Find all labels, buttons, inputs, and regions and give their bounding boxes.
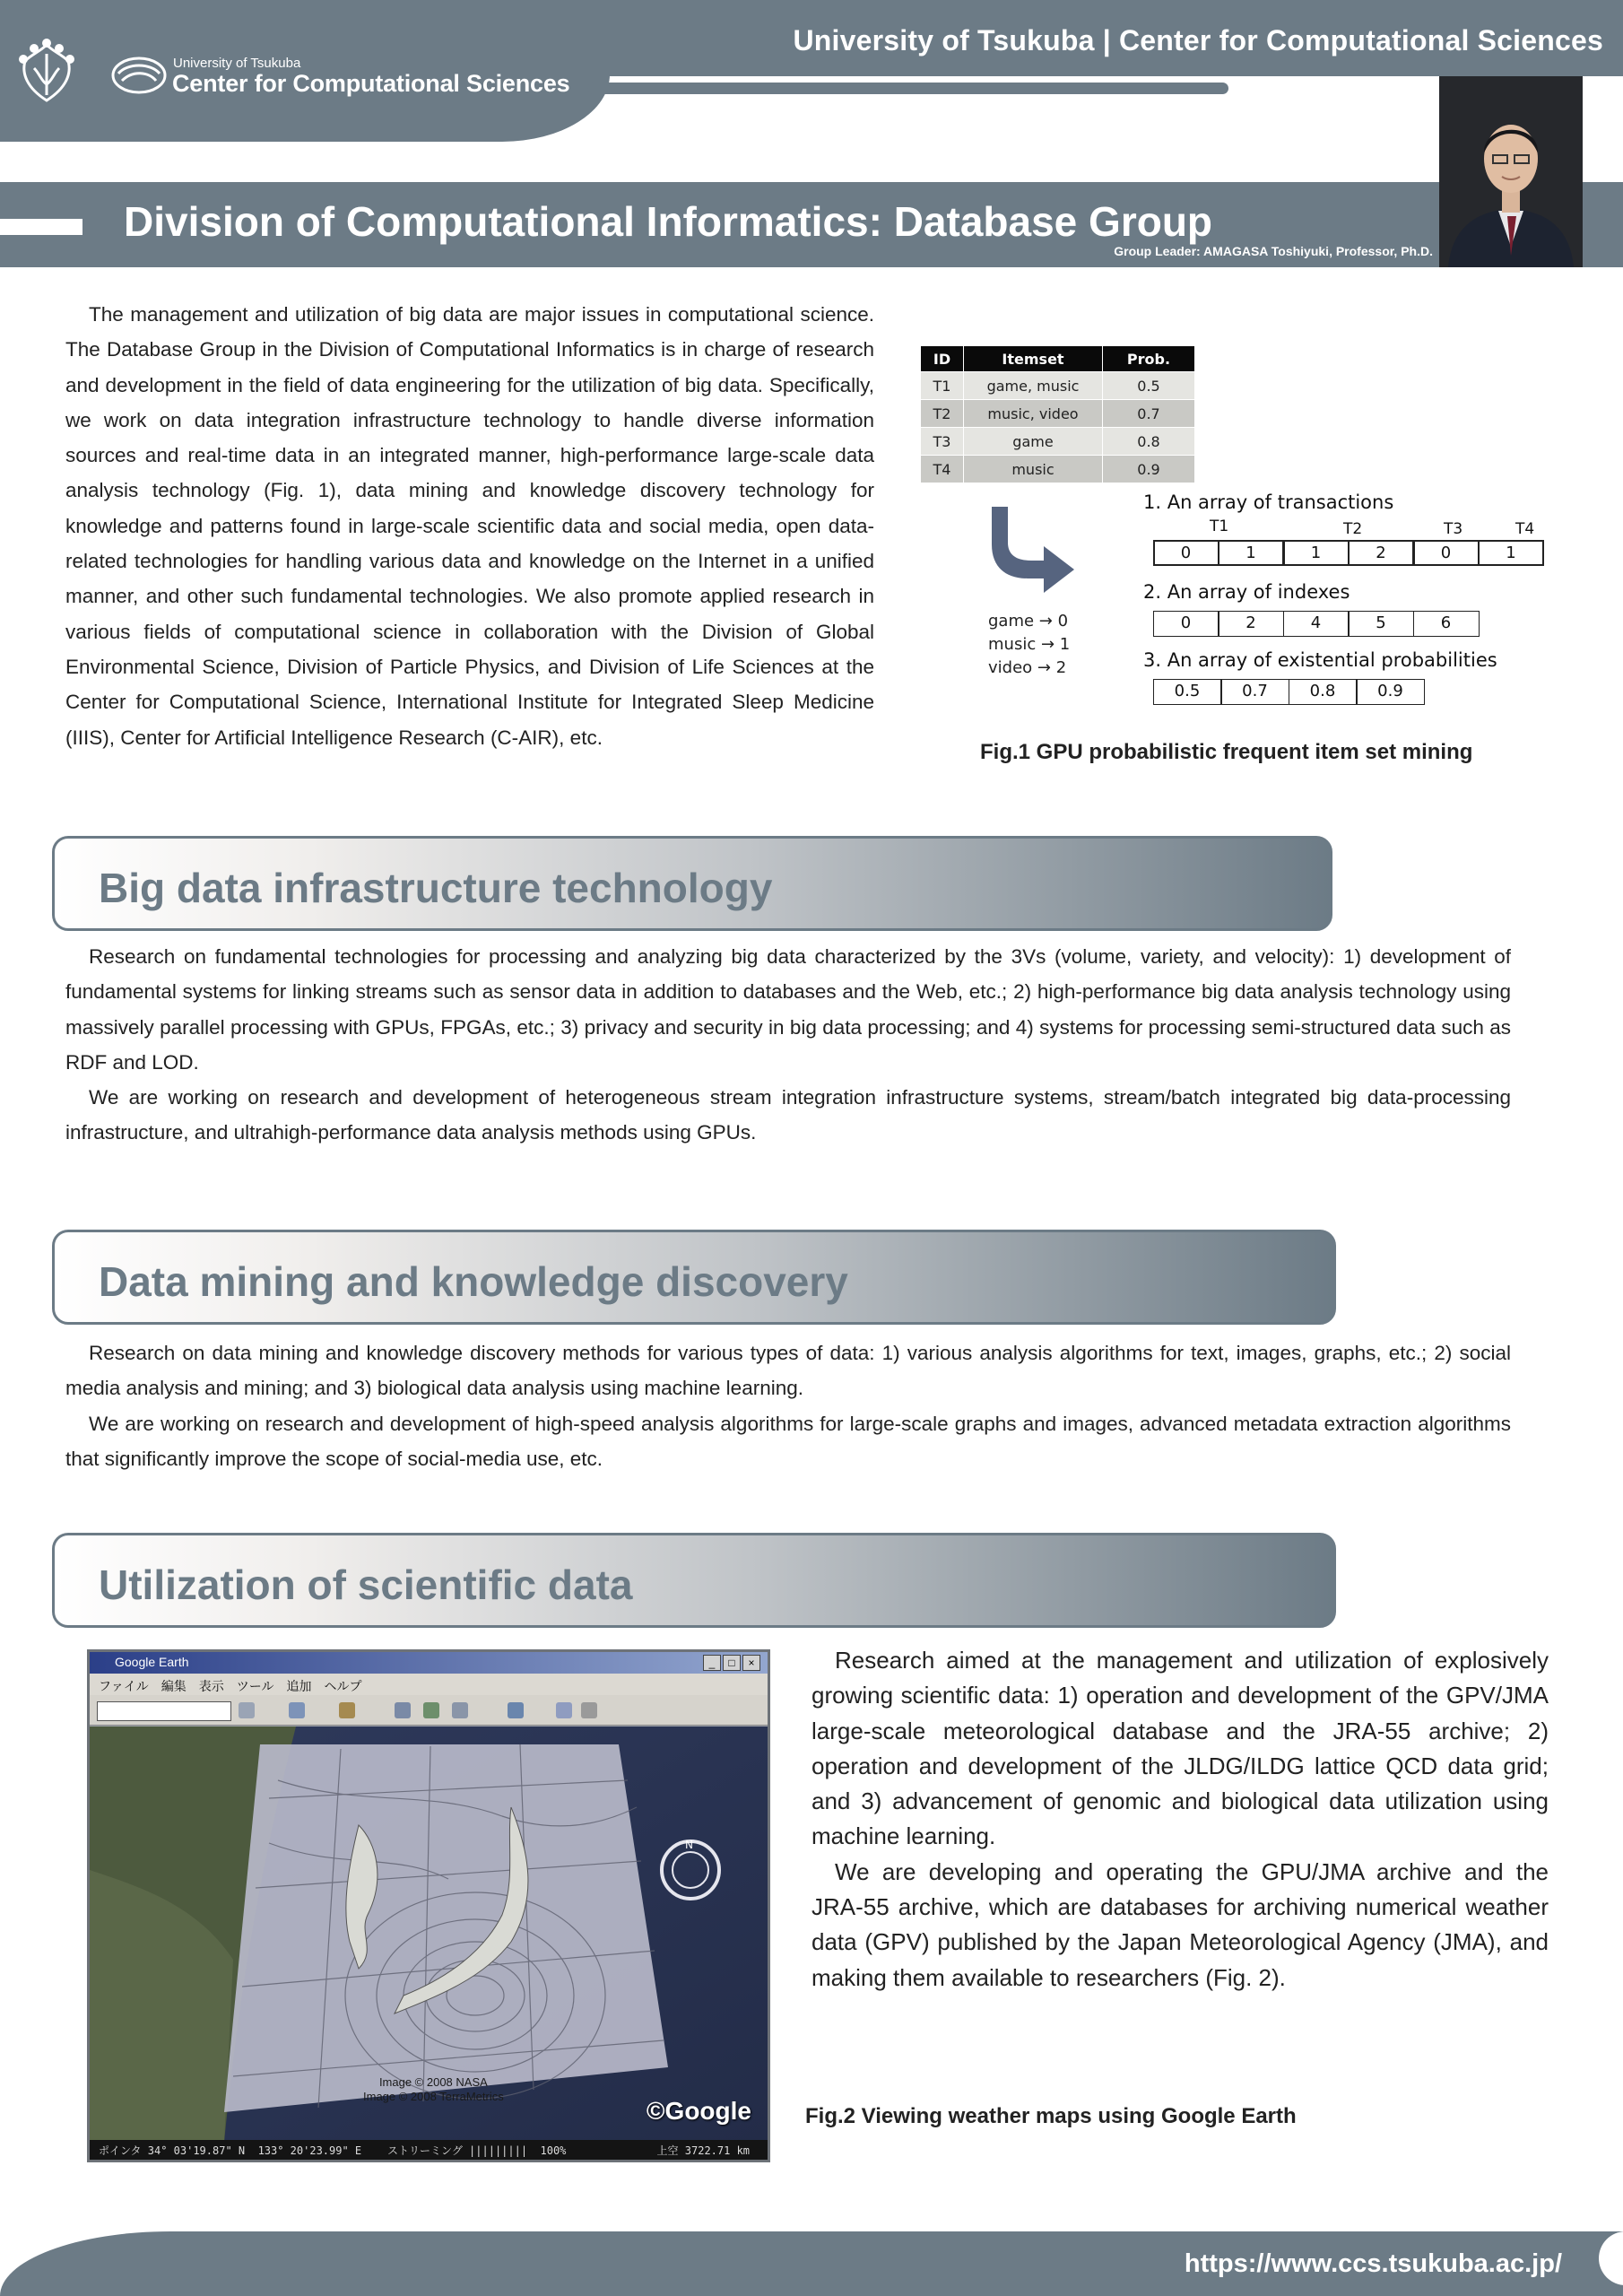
- polygon-icon: [395, 1702, 411, 1718]
- array-cell: 0.8: [1289, 679, 1358, 705]
- mapping-line: music → 1: [988, 635, 1071, 654]
- print-icon: [581, 1702, 597, 1718]
- ccs-logo-icon: [111, 56, 167, 95]
- search-icon: [239, 1702, 255, 1718]
- section-header-scientific-data: [52, 1533, 1336, 1628]
- section-header-data-mining: [52, 1230, 1336, 1325]
- overlay-icon: [452, 1702, 468, 1718]
- search-combo: [97, 1701, 231, 1721]
- array-cell: 0: [1413, 540, 1480, 566]
- section-header-big-data: [52, 836, 1332, 931]
- section-title: Data mining and knowledge discovery: [99, 1258, 848, 1305]
- figure-2-caption: Fig.2 Viewing weather maps using Google Earth: [805, 2104, 1297, 2128]
- array3-title: 3. An array of existential probabilities: [1143, 649, 1497, 671]
- figure-1: [915, 341, 1578, 718]
- column-header: ID: [921, 346, 964, 372]
- group-leader: Group Leader: AMAGASA Toshiyuki, Professor, Ph.D.: [1114, 244, 1433, 258]
- leader-photo: [1439, 76, 1583, 267]
- transactions-array: [1154, 540, 1544, 566]
- array-cell: 0: [1153, 611, 1219, 637]
- column-header: Itemset: [964, 346, 1103, 372]
- scientific-data-text: [812, 1643, 1549, 1996]
- footer-url-link[interactable]: https://www.ccs.tsukuba.ac.jp/: [1184, 2249, 1562, 2278]
- table-cell: music: [964, 456, 1103, 483]
- division-title: Division of Computational Informatics: Database Group: [124, 198, 1213, 245]
- section-title: Big data infrastructure technology: [99, 865, 773, 911]
- paragraph: Research on fundamental technologies for processing and analyzing big data characterized by the 3Vs (volume, variety, and velocity): 1) development of fundamental systems for linking streams such as sensor data in addition to databases and the Web, etc.; 2) high-performance big data analysis technology using massively parallel processing with GPUs, FPGAs, etc.; 3) privacy and security in big data processing; and 4) systems for processing semi-structured data such as RDF and LOD.: [65, 945, 1511, 1074]
- ruler-icon: [508, 1702, 524, 1718]
- paragraph: We are developing and operating the GPU/JMA archive and the JRA-55 archive, which are databases for archiving numerical weather data (GPV) published by the Japan Meteorological Agency (JMA), and making them available to researchers (Fig. 2).: [812, 1857, 1549, 1991]
- array-cell: 6: [1413, 611, 1480, 637]
- array-cell: 4: [1283, 611, 1350, 637]
- array1-label: T3: [1444, 520, 1463, 538]
- itemset-table: [920, 345, 1195, 483]
- table-cell: music, video: [964, 400, 1103, 428]
- maximize-icon: □: [723, 1655, 741, 1671]
- path-icon: [423, 1702, 439, 1718]
- data-mining-text: [65, 1335, 1511, 1476]
- table-row: [921, 372, 1195, 400]
- table-cell: game, music: [964, 372, 1103, 400]
- array-cell: 5: [1348, 611, 1414, 637]
- paragraph: Research aimed at the management and utilization of explosively growing scientific data: 1) operation and development of the GPV/JMA large-scale meteorological database and the JRA-55 archive; 2) operation and development of the JLDG/ILDG lattice QCD data grid; and 3) advancement of genomic and biological data utilization using machine learning.: [812, 1647, 1549, 1850]
- array-cell: 1: [1218, 540, 1284, 566]
- array-cell: 1: [1478, 540, 1544, 566]
- table-cell: 0.8: [1103, 428, 1195, 456]
- google-earth-screenshot: [87, 1649, 770, 2162]
- figure-1-caption: Fig.1 GPU probabilistic frequent item set mining: [980, 740, 1473, 764]
- big-data-text: [65, 939, 1511, 1151]
- array-cell: 0: [1153, 540, 1219, 566]
- menu-bar: ファイル 編集 表示 ツール 追加 ヘルプ: [90, 1674, 768, 1695]
- table-cell: T2: [921, 400, 964, 428]
- division-banner-dash: [0, 219, 82, 235]
- window-title: Google Earth: [115, 1655, 189, 1669]
- array1-label: T2: [1343, 520, 1363, 538]
- table-row: [921, 400, 1195, 428]
- array-cell: 0.7: [1220, 679, 1289, 705]
- mapping-line: video → 2: [988, 658, 1067, 677]
- paragraph: We are working on research and development of heterogeneous stream integration infrastructure systems, stream/batch integrated big data-processing infrastructure, and ultrahigh-performance data analysis methods using GPUs.: [65, 1086, 1511, 1144]
- paragraph: We are working on research and development of high-speed analysis algorithms for large-scale graphs and images, advanced metadata extraction algorithms that significantly improve the scope of social-media use, etc.: [65, 1412, 1511, 1470]
- intro-paragraph: The management and utilization of big data are major issues in computational science. The Database Group in the Division of Computational Informatics is in charge of research and development in the field of data engineering for the utilization of big data. Specifically, we work on data integration infrastructure technology to handle diverse information sources and real-time data in an integrated manner, high-performance large-scale data analysis technology (Fig. 1), data mining and knowledge discovery technology for knowledge and patterns found in large-scale scientific data and social media, open data-related technologies for handling various data and knowledge on the Internet in a unified manner, and other such fundamental technologies. We also promote applied research in various fields of computational science in collaboration with the Division of Global Environmental Science, Division of Particle Physics, and Division of Life Sciences at the Center for Computational Science, International Institute for Integrated Sleep Medicine (IIIS), Center for Artificial Intelligence Research (C-AIR), etc.: [65, 303, 874, 749]
- mapping-line: game → 0: [988, 612, 1069, 631]
- logo-center-text: Center for Computational Sciences: [172, 70, 570, 97]
- status-bar: ポインタ 34° 03'19.87" N 133° 20'23.99" E ストリーミング ||||||||| 100% 上空 3722.71 km: [90, 2140, 768, 2160]
- email-icon: [556, 1702, 572, 1718]
- close-icon: ×: [742, 1655, 760, 1671]
- indexes-array: [1154, 611, 1480, 637]
- array2-title: 2. An array of indexes: [1143, 581, 1350, 603]
- table-header-row: [921, 346, 1195, 372]
- section-title: Utilization of scientific data: [99, 1561, 633, 1608]
- university-crest-icon: [14, 38, 79, 106]
- table-cell: T1: [921, 372, 964, 400]
- table-row: [921, 456, 1195, 483]
- paragraph: Research on data mining and knowledge discovery methods for various types of data: 1) various analysis algorithms for text, images, graphs, etc.; 2) social media analysis and mining; and 3) biological data analysis using machine learning.: [65, 1342, 1511, 1400]
- array1-label: T1: [1210, 517, 1229, 535]
- item-mapping: [988, 610, 1070, 680]
- array-cell: 2: [1218, 611, 1284, 637]
- table-cell: game: [964, 428, 1103, 456]
- toolbar: [90, 1695, 768, 1726]
- window-titlebar: [90, 1652, 768, 1674]
- minimize-icon: _: [703, 1655, 721, 1671]
- copyright-text: Image © 2008 NASA Image © 2008 TerraMetrics: [363, 2075, 504, 2103]
- array1-label: T4: [1515, 520, 1535, 538]
- array-cell: 0.5: [1153, 679, 1222, 705]
- placemark-icon: [339, 1702, 355, 1718]
- array-cell: 1: [1283, 540, 1350, 566]
- google-logo: ©Google: [646, 2097, 751, 2125]
- curved-arrow-icon: [988, 507, 1078, 596]
- header-rule: [587, 83, 1228, 94]
- intro-text: [65, 297, 874, 755]
- sidebar-icon: [289, 1702, 305, 1718]
- table-cell: 0.5: [1103, 372, 1195, 400]
- table-row: [921, 428, 1195, 456]
- header-title: University of Tsukuba | Center for Computational Sciences: [793, 24, 1603, 57]
- logo-university-text: University of Tsukuba: [173, 56, 301, 71]
- map-copyright: [363, 2075, 504, 2104]
- table-cell: 0.7: [1103, 400, 1195, 428]
- table-cell: 0.9: [1103, 456, 1195, 483]
- svg-text:N: N: [685, 1839, 693, 1851]
- array1-title: 1. An array of transactions: [1143, 491, 1394, 513]
- table-cell: T4: [921, 456, 964, 483]
- table-cell: T3: [921, 428, 964, 456]
- array-cell: 2: [1348, 540, 1414, 566]
- probabilities-array: [1154, 679, 1425, 705]
- column-header: Prob.: [1103, 346, 1195, 372]
- array-cell: 0.9: [1356, 679, 1425, 705]
